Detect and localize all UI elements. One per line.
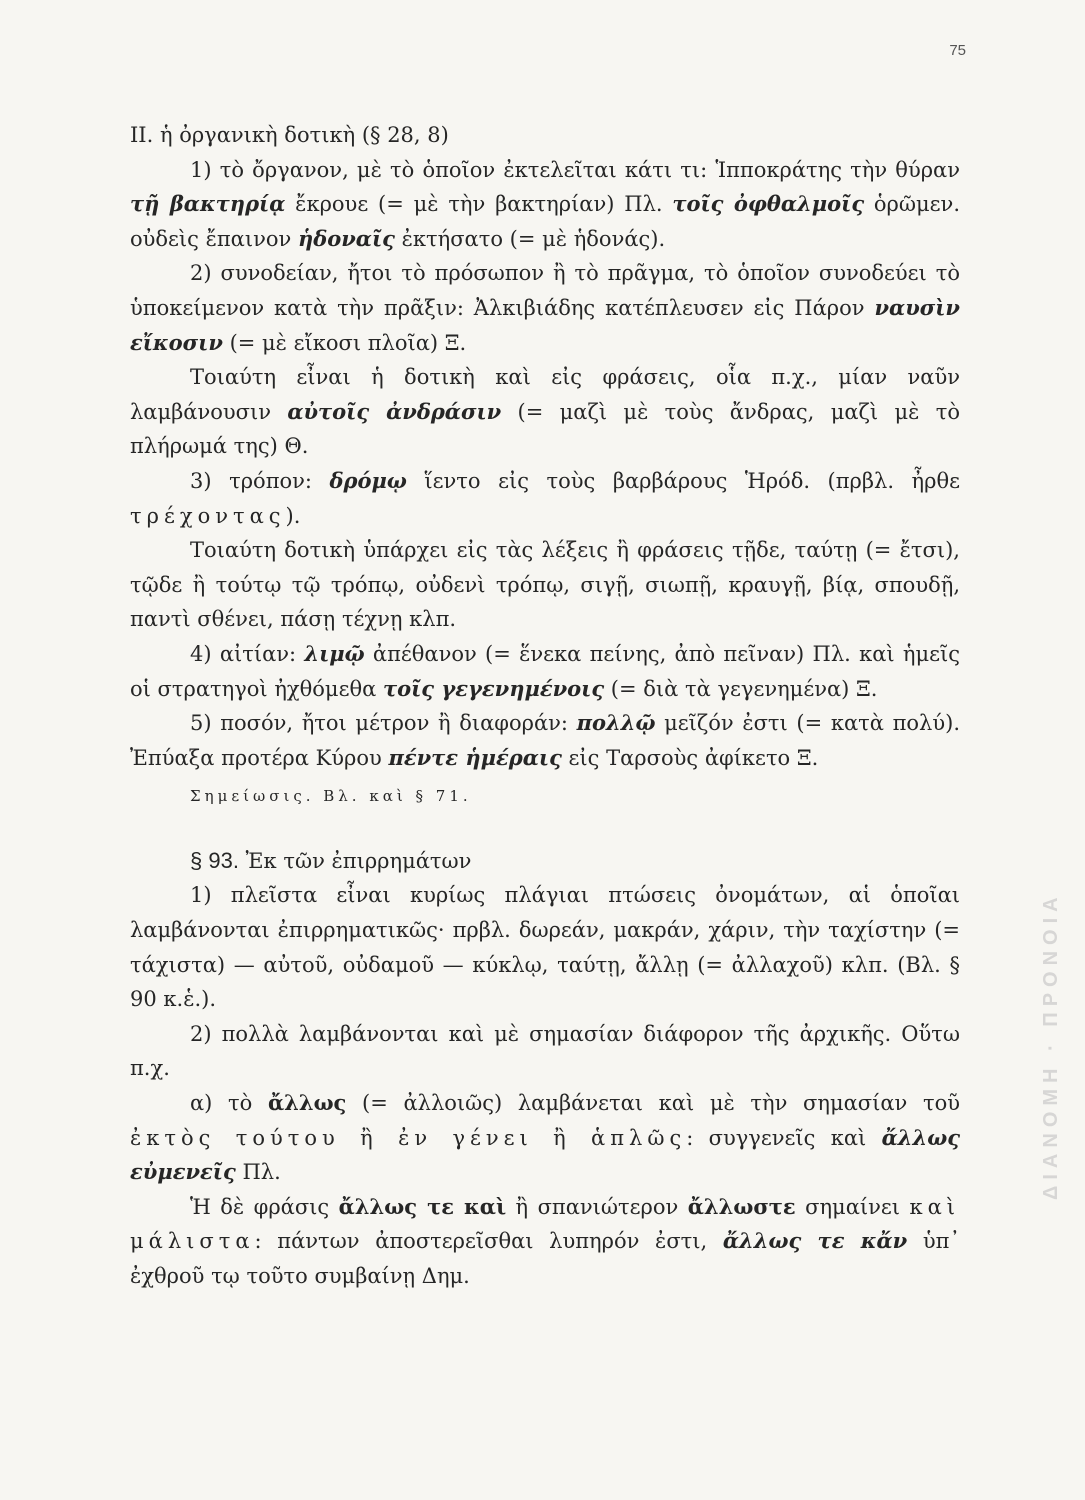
paragraph-manner: 3) τρόπον: δρόμῳ ἵεντο εἰς τοὺς βαρβάρους Ἡρόδ. (πρβλ. ἦρθε τρέχοντας). bbox=[130, 467, 961, 528]
page-number: 75 bbox=[949, 42, 966, 59]
note: Σημείωσις. Βλ. καὶ § 71. bbox=[190, 787, 472, 806]
paragraph-section-93: § 93. Ἐκ τῶν ἐπιρρημάτων bbox=[190, 847, 472, 873]
page-body bbox=[130, 118, 960, 1294]
paragraph-cause: 4) αἰτίαν: λιμῷ ἀπέθανον (= ἕνεκα πείνης, ἀπὸ πεῖναν) Πλ. καὶ ἡμεῖς οἱ στρατηγοὶ ἠχθόμεθα τοῖς γεγενημένοις (= διὰ τὰ γεγενημένα) Ξ. bbox=[130, 640, 960, 701]
paragraph-manner-words: Τοιαύτη δοτικὴ ὑπάρχει εἰς τὰς λέξεις ἢ φράσεις τῇδε, ταύτῃ (= ἔτσι), τῷδε ἢ τούτῳ τῷ τρόπῳ, οὐδενὶ τρόπῳ, σιγῇ, σιωπῇ, κραυγῇ, βίᾳ, σπουδῇ, παντὶ σθένει, πάσῃ τέχνῃ κλπ. bbox=[130, 538, 960, 632]
paragraph-measure: 5) ποσόν, ἤτοι μέτρον ἢ διαφοράν: πολλῷ μεῖζόν ἐστι (= κατὰ πολύ). Ἐπύαξα προτέρα Κύρου πέντε ἡμέραις εἰς Ταρσοὺς ἀφίκετο Ξ. bbox=[130, 710, 960, 770]
paragraph-adverbs-cases: 1) πλεῖστα εἶναι κυρίως πλάγιαι πτώσεις ὀνομάτων, αἱ ὁποῖαι λαμβάνονται ἐπιρρηματικῶς· πρβλ. δωρεάν, μακράν, χάριν, τὴν ταχίστην (= τάχιστα) — αὐτοῦ, οὐδαμοῦ — κύκλῳ, ταύτῃ, ἄλλῃ (= ἀλλαχοῦ) κλπ. (Βλ. § 90 κ.ἑ.). bbox=[130, 883, 960, 1012]
paragraph-instrument: 1) τὸ ὄργανον, μὲ τὸ ὁποῖον ἐκτελεῖται κάτι τι: Ἱπποκράτης τὴν θύραν τῇ βακτηρίᾳ ἔκρουε (= μὲ τὴν βακτηρίαν) Πλ. τοῖς ὀφθαλμοῖς ὁρῶμεν. οὐδεὶς ἔπαινον ἡδοναῖς ἐκτήσατο (= μὲ ἡδονάς). bbox=[130, 157, 960, 251]
paragraph-phrases: Τοιαύτη εἶναι ἡ δοτικὴ καὶ εἰς φράσεις, οἷα π.χ., μίαν ναῦν λαμβάνουσιν αὐτοῖς ἀνδράσιν (= μαζὶ μὲ τοὺς ἄνδρας, μαζὶ μὲ τὸ πλήρωμά της) Θ. bbox=[130, 365, 960, 459]
paragraph-allos: α) τὸ ἄλλως (= ἀλλοιῶς) λαμβάνεται καὶ μὲ τὴν σημασίαν τοῦ ἐκτὸς τούτου ἢ ἐν γένει ἢ ἁπλῶς: συγγενεῖς καὶ ἄλλως εὐμενεῖς Πλ. bbox=[130, 1090, 960, 1185]
heading-organic-dative: II. ἡ ὀργανικὴ δοτικὴ (§ 28, 8) bbox=[130, 123, 449, 147]
library-stamp: ΔΙΑΝΟΜΗ · ΠΡΟΝΟΙΑ bbox=[1040, 891, 1062, 1200]
paragraph-adverbs-meaning: 2) πολλὰ λαμβάνονται καὶ μὲ σημασίαν διάφορον τῆς ἀρχικῆς. Οὕτω π.χ. bbox=[130, 1021, 960, 1081]
paragraph-allos-te-kai: Ἡ δὲ φράσις ἄλλως τε καὶ ἢ σπανιώτερον ἄλλωστε σημαίνει καὶ μάλιστα: πάντων ἀποστερεῖσθαι λυπηρόν ἐστι, ἄλλως τε κἄν ὑπ᾽ ἐχθροῦ τῳ τοῦτο συμβαίνῃ Δημ. bbox=[130, 1193, 960, 1288]
paragraph-accompaniment: 2) συνοδείαν, ἤτοι τὸ πρόσωπον ἢ τὸ πρᾶγμα, τὸ ὁποῖον συνοδεύει τὸ ὑποκείμενον κατὰ τὴν πρᾶξιν: Ἀλκιβιάδης κατέπλευσεν εἰς Πάρον ναυσὶν εἴκοσιν (= μὲ εἴκοσι πλοῖα) Ξ. bbox=[130, 261, 960, 355]
